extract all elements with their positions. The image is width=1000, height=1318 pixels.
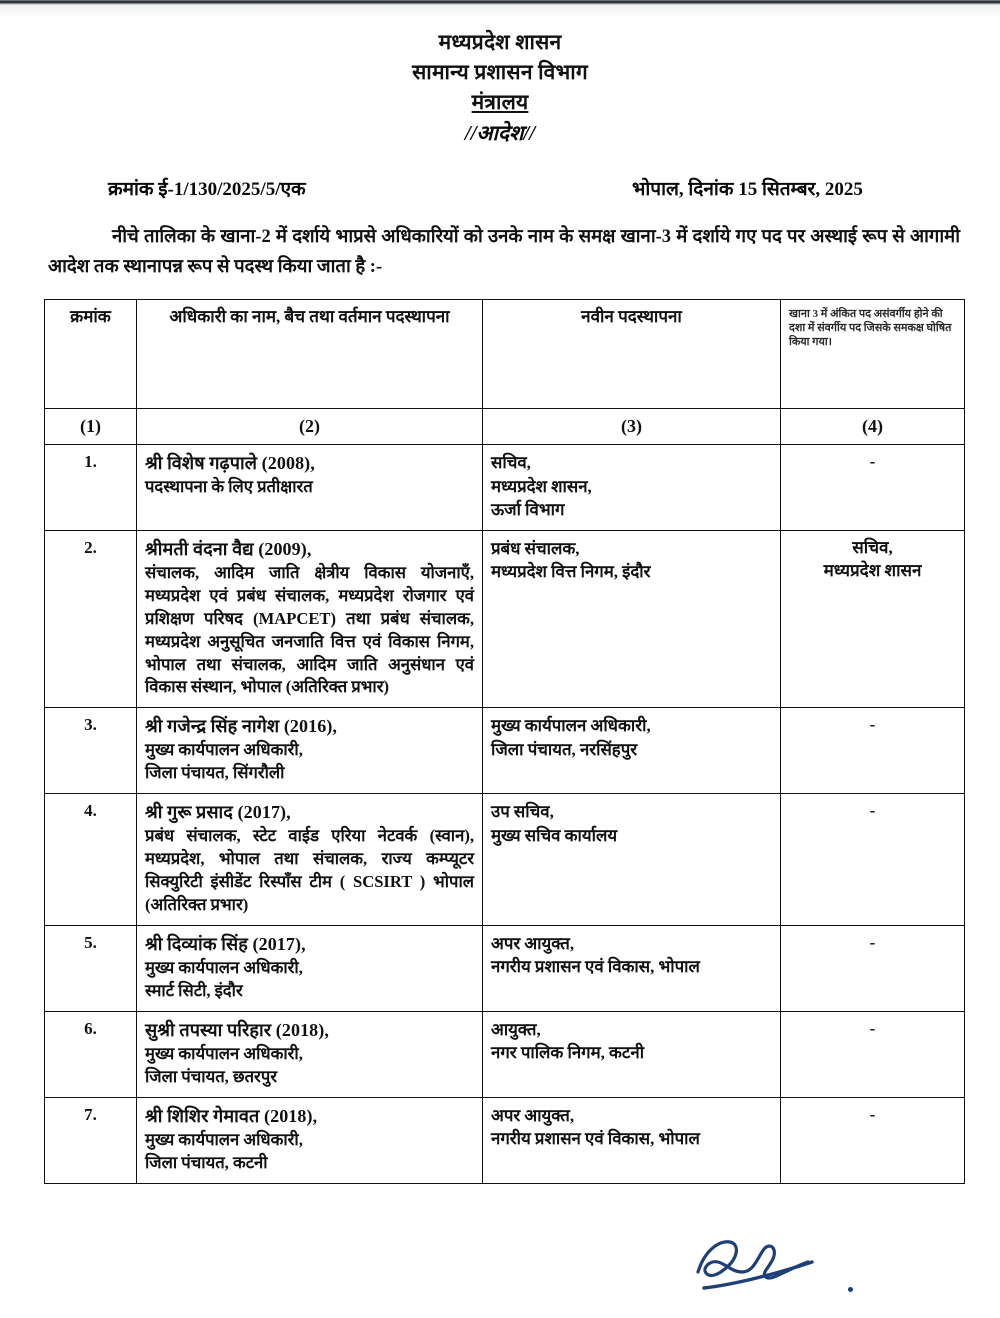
row-equivalent-post-cell: सचिव, मध्यप्रदेश शासन — [781, 530, 965, 707]
row-officer-cell — [137, 708, 483, 794]
header-line-state: मध्यप्रदेश शासन — [438, 30, 562, 54]
officer-name: श्री विशेष गढ़पाले (2008), — [145, 453, 315, 474]
new-posting-text: आयुक्त, नगर पालिक निगम, कटनी — [491, 1019, 645, 1063]
row-equivalent-post-cell: - — [781, 445, 965, 531]
column-number-2: (2) — [137, 409, 483, 445]
table-row — [45, 708, 965, 794]
document-header — [0, 28, 1000, 149]
row-officer-cell — [137, 925, 483, 1011]
row-new-posting-cell — [483, 530, 781, 707]
row-serial-number: 3. — [45, 708, 137, 794]
header-col-new-posting: नवीन पदस्थापना — [483, 300, 781, 409]
row-new-posting-cell — [483, 794, 781, 926]
posting-table-wrapper — [44, 299, 964, 1183]
officer-name: श्री शिशिर गेमावत (2018), — [145, 1105, 318, 1126]
row-new-posting-cell — [483, 1097, 781, 1183]
row-serial-number: 5. — [45, 925, 137, 1011]
table-body — [45, 445, 965, 1183]
signature-dot — [848, 1287, 853, 1292]
officer-current-posting: प्रबंध संचालक, स्टेट वाईड एरिया नेटवर्क (स्वान), मध्यप्रदेश, भोपाल तथा संचालक, राज्य कम्प्यूटर सिक्युरिटी इंसीडेंट रिस्पाँस टीम ( SCSIRT ) भोपाल (अतिरिक्त प्रभार) — [145, 826, 474, 914]
table-row — [45, 1011, 965, 1097]
row-equivalent-post-cell: - — [781, 1011, 965, 1097]
row-new-posting-cell — [483, 445, 781, 531]
row-serial-number: 1. — [45, 445, 137, 531]
table-row — [45, 1097, 965, 1183]
row-officer-cell — [137, 1097, 483, 1183]
row-new-posting-cell — [483, 1011, 781, 1097]
new-posting-text: अपर आयुक्त, नगरीय प्रशासन एवं विकास, भोपाल — [491, 933, 700, 977]
header-line-mantralaya: मंत्रालय — [471, 89, 529, 114]
new-posting-text: मुख्य कार्यपालन अधिकारी, जिला पंचायत, नरसिंहपुर — [491, 716, 651, 759]
row-officer-cell — [137, 1011, 483, 1097]
new-posting-text: उप सचिव, मुख्य सचिव कार्यालय — [491, 802, 618, 845]
order-place-date: भोपाल, दिनांक 15 सितम्बर, 2025 — [632, 179, 863, 201]
officer-current-posting: मुख्य कार्यपालन अधिकारी, जिला पंचायत, छतरपुर — [145, 1043, 303, 1086]
officer-current-posting: मुख्य कार्यपालन अधिकारी, जिला पंचायत, कटनी — [145, 1129, 303, 1172]
officer-name: श्रीमती वंदना वैद्य (2009), — [145, 538, 312, 559]
row-new-posting-cell — [483, 708, 781, 794]
table-row — [45, 925, 965, 1011]
table-row — [45, 445, 965, 531]
new-posting-text: प्रबंध संचालक, मध्यप्रदेश वित्त निगम, इंदौर — [491, 538, 651, 582]
table-head — [45, 300, 965, 445]
intro-paragraph: नीचे तालिका के खाना-2 में दर्शाये भाप्रसे अधिकारियों को उनके नाम के समक्ष खाना-3 में दर्शाये गए पद पर अस्थाई रूप से आगामी आदेश तक स्थानापन्न रूप से पदस्थ किया जाता है :- — [48, 227, 960, 278]
row-officer-cell — [137, 445, 483, 531]
row-new-posting-cell — [483, 925, 781, 1011]
order-reference-number: क्रमांक ई-1/130/2025/5/एक — [108, 179, 306, 201]
table-row — [45, 794, 965, 926]
header-col-serial: क्रमांक — [45, 300, 137, 409]
column-number-1: (1) — [45, 409, 137, 445]
row-equivalent-post-cell: - — [781, 708, 965, 794]
row-serial-number: 4. — [45, 794, 137, 926]
signature-icon — [660, 1232, 920, 1304]
row-officer-cell — [137, 530, 483, 707]
officer-name: श्री गजेन्द्र सिंह नागेश (2016), — [145, 716, 338, 737]
officer-name: श्री दिव्यांक सिंह (2017), — [145, 933, 306, 954]
signature-area — [660, 1232, 920, 1304]
row-serial-number: 7. — [45, 1097, 137, 1183]
column-number-3: (3) — [483, 409, 781, 445]
row-officer-cell — [137, 794, 483, 926]
officer-current-posting: मुख्य कार्यपालन अधिकारी, स्मार्ट सिटी, इंदौर — [145, 957, 303, 1000]
header-col-officer: अधिकारी का नाम, बैच तथा वर्तमान पदस्थापना — [137, 300, 483, 409]
table-row — [45, 530, 965, 707]
table-column-number-row — [45, 409, 965, 445]
officer-current-posting: संचालक, आदिम जाति क्षेत्रीय विकास योजनाएँ, मध्यप्रदेश एवं प्रबंध संचालक, मध्यप्रदेश रोजगार एवं प्रशिक्षण परिषद (MAPCET) तथा प्रबंध संचालक, मध्यप्रदेश अनुसूचित जनजाति वित्त एवं विकास निगम, भोपाल तथा संचालक, आदिम जाति अनुसंधान एवं विकास संस्थान, भोपाल (अतिरिक्त प्रभार) — [145, 562, 474, 697]
column-number-4: (4) — [781, 409, 965, 445]
row-equivalent-post-cell: - — [781, 925, 965, 1011]
officer-name: सुश्री तपस्या परिहार (2018), — [145, 1019, 329, 1040]
new-posting-text: सचिव, मध्यप्रदेश शासन, ऊर्जा विभाग — [491, 453, 592, 520]
row-serial-number: 6. — [45, 1011, 137, 1097]
officer-current-posting: मुख्य कार्यपालन अधिकारी, जिला पंचायत, सिंगरौली — [145, 740, 303, 783]
header-col-equivalent-post: खाना 3 में अंकित पद असंवर्गीय होने की दशा में संवर्गीय पद जिसके समकक्ष घोषित किया गया। — [781, 300, 965, 409]
reference-row — [0, 175, 1000, 205]
new-posting-text: अपर आयुक्त, नगरीय प्रशासन एवं विकास, भोपाल — [491, 1105, 700, 1149]
header-order-mark: //आदेश// — [464, 121, 536, 146]
header-line-department: सामान्य प्रशासन विभाग — [412, 59, 588, 84]
row-equivalent-post-cell: - — [781, 1097, 965, 1183]
row-serial-number: 2. — [45, 530, 137, 707]
row-equivalent-post-cell: - — [781, 794, 965, 926]
posting-table — [44, 299, 965, 1183]
officer-current-posting: पदस्थापना के लिए प्रतीक्षारत — [145, 477, 313, 497]
officer-name: श्री गुरू प्रसाद (2017), — [145, 802, 291, 823]
table-header-row — [45, 300, 965, 409]
